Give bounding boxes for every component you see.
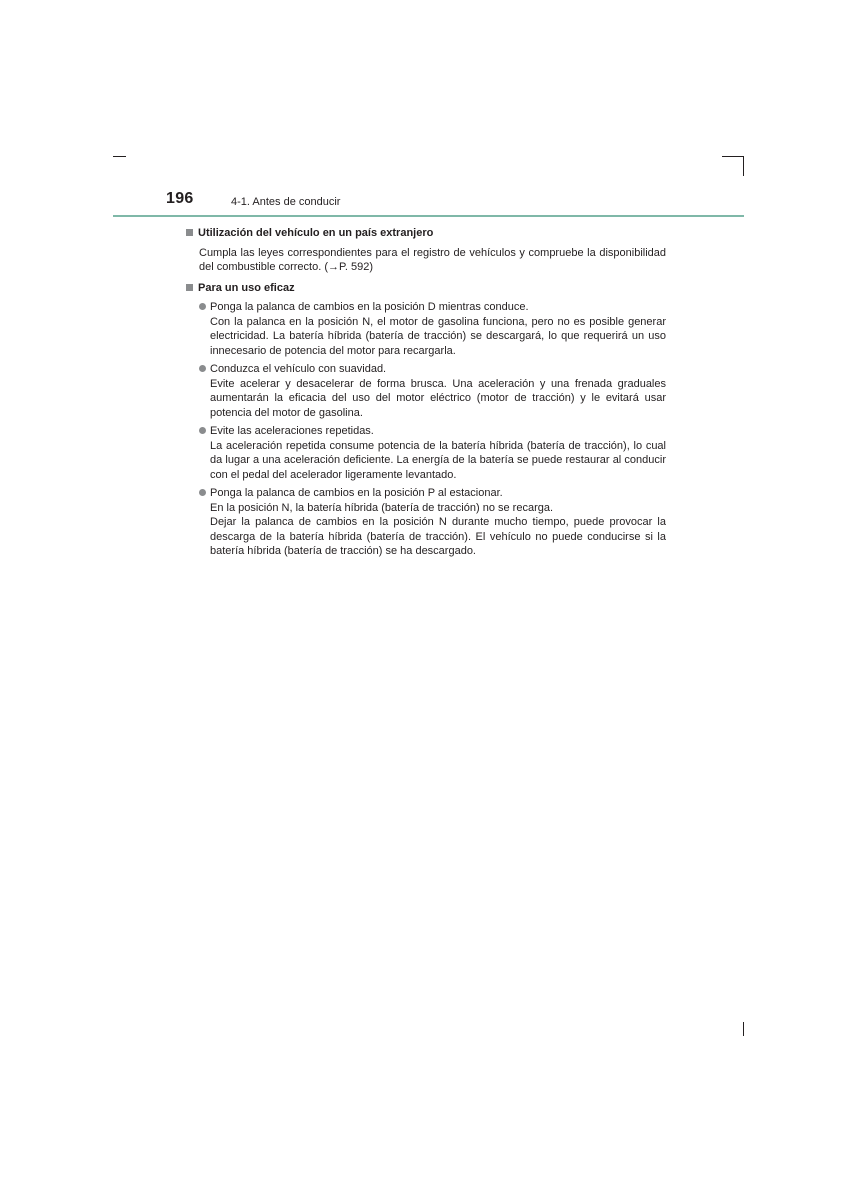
crop-mark-top-right-h bbox=[722, 156, 744, 157]
bullet-body-continued: Dejar la palanca de cambios en la posición N durante mucho tiempo, puede provocar la descarga de la batería híbrida (batería de tracción). El vehículo no puede conducirse si la batería híbrida (batería de tracción) se ha descargado. bbox=[210, 516, 666, 557]
square-bullet-icon bbox=[186, 229, 193, 236]
bullet-lead: Evite las aceleraciones repetidas. bbox=[210, 425, 374, 437]
circle-bullet-icon bbox=[199, 427, 206, 434]
page-content bbox=[186, 226, 666, 563]
heading-text: Utilización del vehículo en un país extranjero bbox=[198, 227, 434, 239]
bullet-body: En la posición N, la batería híbrida (batería de tracción) no se recarga. bbox=[210, 501, 554, 514]
bullet-lead: Conduzca el vehículo con suavidad. bbox=[210, 363, 387, 375]
circle-bullet-icon bbox=[199, 303, 206, 310]
header-rule bbox=[113, 215, 744, 217]
circle-bullet-icon bbox=[199, 489, 206, 496]
square-bullet-icon bbox=[186, 284, 193, 291]
heading-efficient-use bbox=[186, 281, 666, 296]
heading-text: Para un uso eficaz bbox=[198, 281, 295, 294]
section-title: 4-1. Antes de conducir bbox=[231, 196, 341, 208]
circle-bullet-icon bbox=[199, 365, 206, 372]
list-item bbox=[199, 362, 666, 420]
page-number: 196 bbox=[166, 190, 194, 207]
bullet-lead: Ponga la palanca de cambios en la posición P al estacionar. bbox=[210, 487, 503, 499]
bullet-list bbox=[199, 300, 666, 559]
paragraph-foreign-country: Cumpla las leyes correspondientes para el registro de vehículos y compruebe la disponibilidad del combustible correcto. (→P. 592) bbox=[199, 246, 666, 273]
bullet-body: Evite acelerar y desacelerar de forma brusca. Una aceleración y una frenada graduales aumentarán la eficacia del uso del motor eléctrico (motor de tracción) y le evitará usar potencia del motor de gasolina. bbox=[210, 377, 666, 419]
bullet-lead: Ponga la palanca de cambios en la posición D mientras conduce. bbox=[210, 301, 529, 313]
heading-foreign-country bbox=[186, 226, 666, 241]
bullet-body: Con la palanca en la posición N, el motor de gasolina funciona, pero no es posible generar electricidad. La batería híbrida (batería de tracción) se descargará, lo que requerirá un uso innecesario de potencia del motor para recargarla. bbox=[210, 315, 666, 357]
crop-mark-top-right-v bbox=[743, 156, 744, 176]
list-item bbox=[199, 300, 666, 358]
bullet-body: La aceleración repetida consume potencia de la batería híbrida (batería de tracción), lo cual da lugar a una aceleración deficiente. La energía de la batería se puede restaurar al conducir con el pedal del acelerador ligeramente levantado. bbox=[210, 439, 666, 481]
crop-mark-top-left bbox=[113, 156, 126, 157]
crop-mark-bottom-right bbox=[743, 1022, 744, 1036]
list-item bbox=[199, 486, 666, 559]
list-item bbox=[199, 424, 666, 482]
